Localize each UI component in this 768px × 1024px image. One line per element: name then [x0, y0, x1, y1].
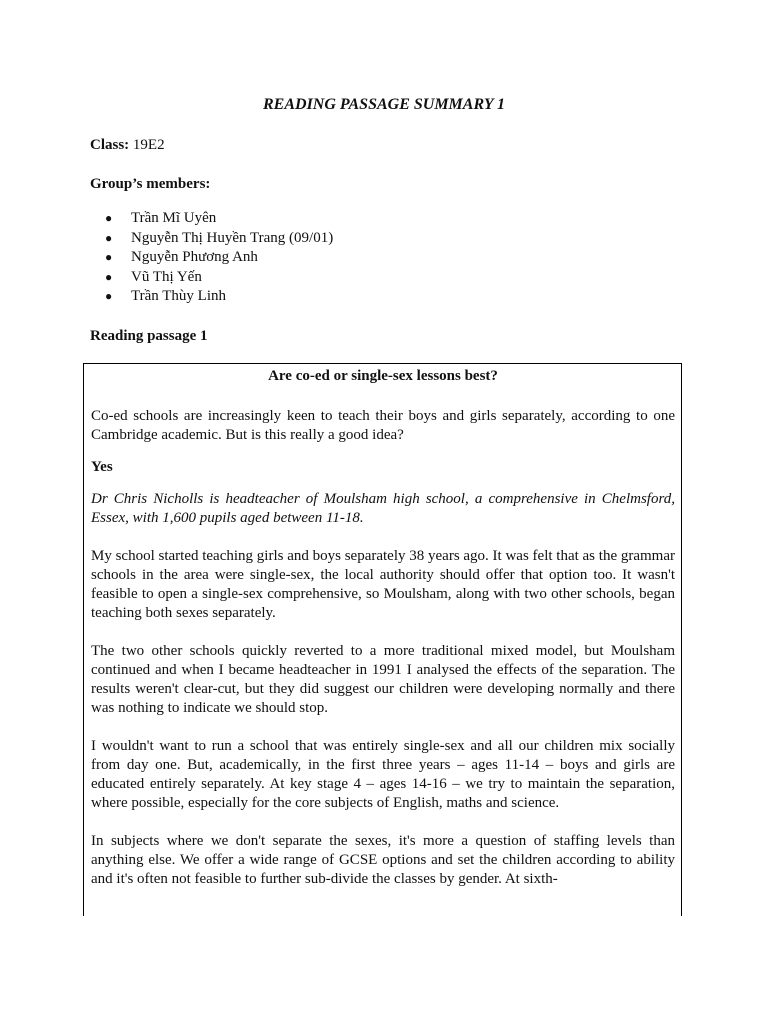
passage-paragraph: The two other schools quickly reverted to a more traditional mixed model, but Moulsham continued and when I became headteacher in 1991 I analysed the effects of the separation. The results weren't clear-cut, but they did suggest our children were developing normally and there was nothing to indicate we should stop.: [91, 643, 675, 716]
list-item: [90, 287, 333, 307]
passage-paragraph: I wouldn't want to run a school that was entirely single-sex and all our children mix socially from day one. But, academically, in the first three years – ages 11-14 – boys and girls are educated entirely separately. At key stage 4 – ages 14-16 – we try to maintain the separation, where possible, especially for the core subjects of English, maths and science.: [91, 738, 675, 811]
member-name: Trần Thùy Linh: [131, 288, 227, 304]
class-label: Class:: [90, 137, 130, 153]
document-title: READING PASSAGE SUMMARY 1: [263, 96, 505, 113]
passage-content: [91, 364, 675, 889]
passage-paragraph: My school started teaching girls and boys separately 38 years ago. It was felt that as the grammar schools in the area were single-sex, the local authority should offer that option too. It wasn't feasible to open a single-sex comprehensive, so Moulsham, along with two other schools, began teaching both sexes separately.: [91, 548, 675, 621]
author-byline: Dr Chris Nicholls is headteacher of Moulsham high school, a comprehensive in Chelmsford, Essex, with 1,600 pupils aged between 11-18.: [91, 491, 675, 526]
yes-heading: Yes: [91, 459, 113, 475]
bullet-icon: ●: [105, 211, 113, 225]
bullet-icon: ●: [105, 250, 113, 264]
bullet-icon: ●: [105, 289, 113, 303]
bullet-icon: ●: [105, 269, 113, 284]
member-name: Nguyễn Phương Anh: [131, 249, 258, 265]
list-item: [90, 248, 333, 268]
passage-box: [83, 363, 682, 916]
class-value: 19E2: [132, 137, 165, 153]
members-heading: Group’s members:: [90, 176, 211, 192]
class-line: [90, 135, 165, 155]
passage-label: Reading passage 1: [90, 328, 208, 344]
passage-intro: Co-ed schools are increasingly keen to teach their boys and girls separately, according to one Cambridge academic. But is this really a good idea?: [91, 408, 675, 443]
list-item: [90, 229, 333, 249]
member-name: Nguyễn Thị Huyền Trang (09/01): [131, 229, 334, 246]
passage-title: Are co-ed or single-sex lessons best?: [268, 368, 498, 384]
list-item: [90, 268, 333, 288]
bullet-icon: ●: [105, 230, 113, 245]
members-list: [90, 209, 333, 307]
passage-paragraph: In subjects where we don't separate the sexes, it's more a question of staffing levels than anything else. We offer a wide range of GCSE options and set the children according to ability and it's often not feasible to further sub-divide the classes by gender. At sixth-: [91, 833, 675, 887]
member-name: Vũ Thị Yến: [131, 268, 202, 285]
member-name: Trần Mĩ Uyên: [131, 210, 217, 226]
list-item: [90, 209, 333, 229]
